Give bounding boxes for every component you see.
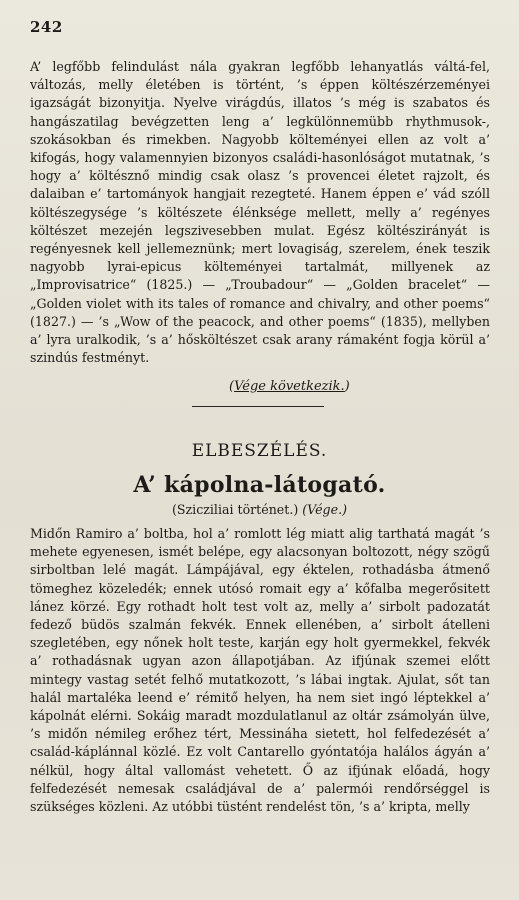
continued-text: Vége következik.	[234, 379, 345, 394]
story-subtitle	[0, 502, 519, 517]
page-number: 242	[30, 18, 63, 36]
subtitle-note: (Vége.)	[302, 502, 347, 517]
continued-note	[229, 379, 350, 394]
paragraph-poet-critique: A’ legfőbb felindulást nála gyakran legfőbb lehanyatlás váltá-fel, változás, melly életében is történt, ’s éppen költészérzeményei igazságát bizonyitja. Nyelve virágdús, illatos ’s még is szabatos és hangászatilag bevégzetten leng a’ legkülönnemübb rhythmusok-, szokásokban és rimekben. Nagyobb költeményei ellen az volt a’ kifogás, hogy valamennyien bizonyos családi-hasonlóságot mutatnak, ’s hogy a’ költésznő mindig csak olasz ’s provencei életet rajzolt, és dalaiban e’ tartományok hangjait rezegteté. Hanem éppen e’ vád szóll költészegysége ’s költészete élénksége mellett, melly a’ regényes költészet mezején legszivesebben mulat. Egész költészirányát is regényesnek kell jellemeznünk; mert lovagiság, szerelem, ének teszik nagyobb lyrai-epicus költeményei tartalmát, millyenek az „Improvisatrice“ (1825.) — „Troubadour“ — „Golden bracelet“ — „Golden violet with its tales of romance and chivalry, and other poems“ (1827.) — ’s „Wow of the peacock, and other poems“ (1835), mellyben a’ lyra uralkodik, ’s a’ hősköltészet csak arany rámaként fogja körül a’ szindús festményt.	[30, 59, 490, 366]
continued-open-paren: (	[229, 379, 235, 394]
paragraph-story-body: Midőn Ramiro a’ boltba, hol a’ romlott lég miatt alig tarthatá magát ’s mehete egyenesen, ismét belépe, egy alacsonyan boltozott, négy szögű sirboltban lelé magát. Lámpájával, egy éktelen, rothadásba átmenő tömeghez közeledék; ennek utósó romait egy a’ kőfalba megerősitett lánez körzé. Egy rothadt holt test volt az, melly a’ sirbolt padozatát fedező büdös szalmán fekvék. Ennek ellenében, a’ sirbolt átelleni szegletében, egy nőnek holt teste, karján egy holt gyermekkel, fekvék a’ rothadásnak ugyan azon állapotjában. Az ifjúnak szemei előtt mintegy vastag setét felhő mutatkozott, ’s lábai ingtak. Ajulat, sőt tan halál martaléka leend e’ rémitő helyen, ha nem siet ingó léptekkel a’ kápolnát elérni. Sokáig maradt mozdulatlanul az oltár zsámolyán ülve, ’s midőn némileg erőhez tért, Messináha sietett, hol felfedezését a’ család-káplánnal közlé. Ez volt Cantarello gyóntatója halálos ágyán a’ nélkül, hogy által vallomást vehetett. Ő az ifjúnak előadá, hogy felfedezését nemesak családjával de a’ palermói rendőrséggel is szükséges közleni. Az utóbbi tüstént rendelést tön, ’s a’ kripta, melly	[30, 526, 490, 815]
story-title: A’ kápolna-látogató.	[133, 472, 386, 498]
section-heading: ELBESZÉLÉS.	[191, 441, 328, 461]
section-divider	[192, 406, 324, 407]
continued-close-paren: )	[344, 379, 350, 394]
subtitle-main: (Szicziliai történet.)	[172, 502, 299, 517]
